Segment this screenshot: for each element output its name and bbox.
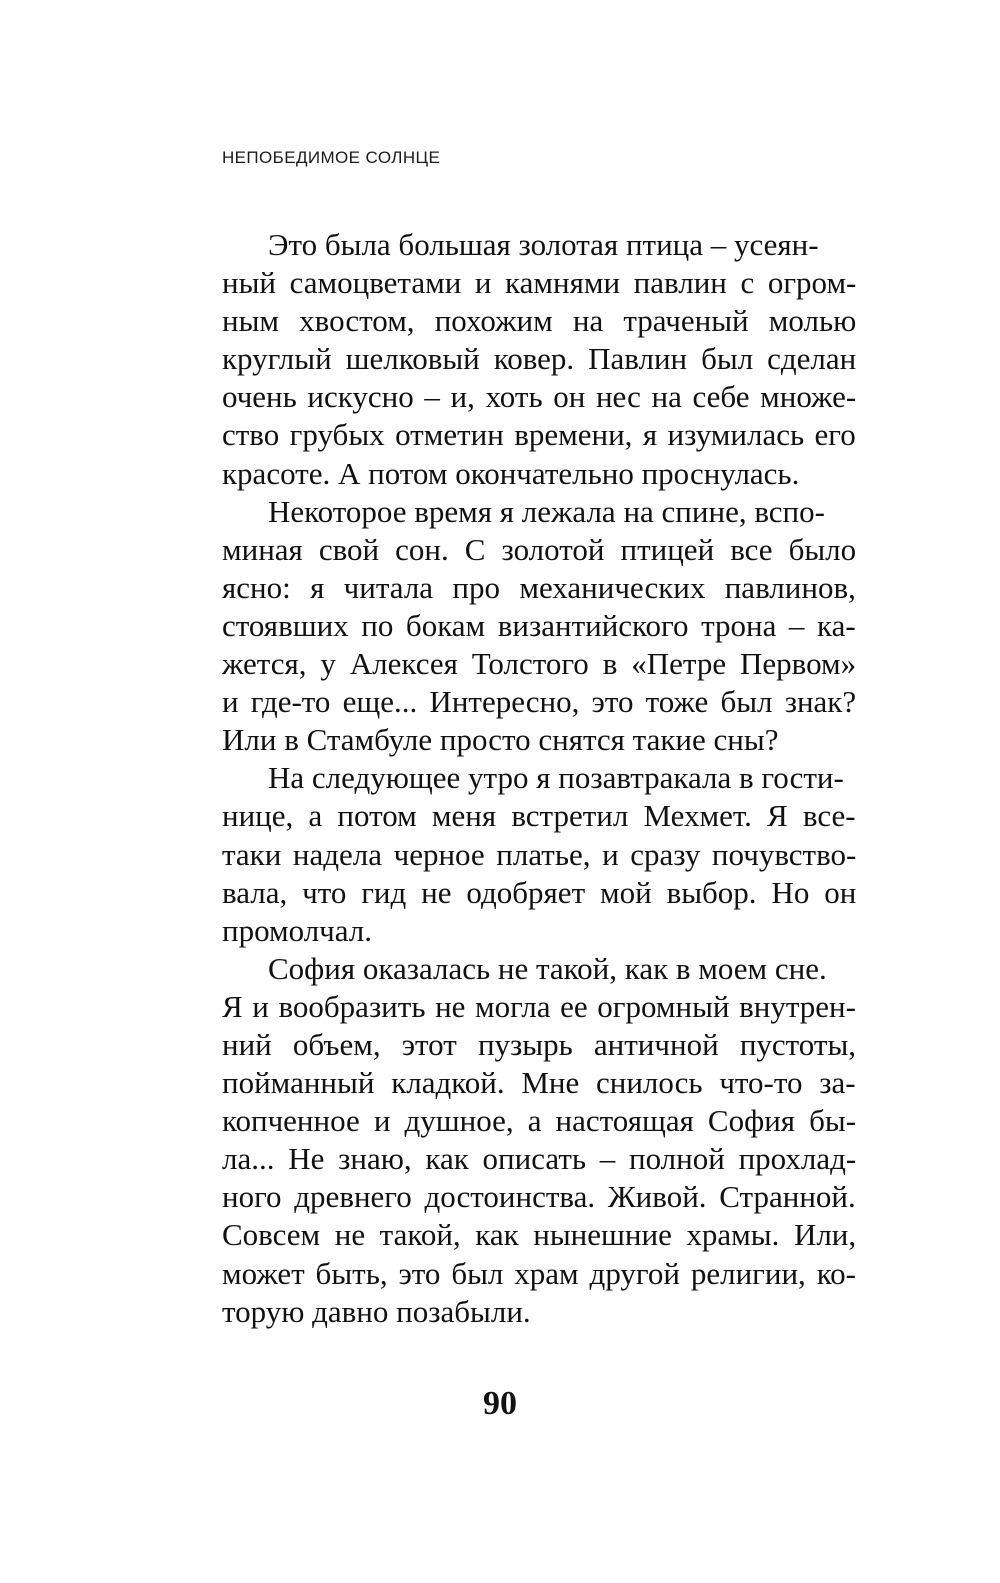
running-head: НЕПОБЕДИМОЕ СОЛНЦЕ [222,148,441,167]
paragraph [222,493,856,760]
text-line: таки надела черное платье, и сразу почувство- [222,836,857,872]
text-line: Я и вообразить не могла ее огромный внутрен- [222,988,856,1024]
text-line: ным хвостом, похожим на траченый молью [222,303,857,339]
text-line: промолчал. [222,912,373,948]
text-line: и где-то еще... Интересно, это тоже был знак? [222,684,857,720]
text-line: очень искусно – и, хоть он нес на себе множе- [222,379,857,415]
text-line: На следующее утро я позавтракала в гости- [268,760,844,796]
paragraph [222,226,856,493]
text-line: может быть, это был храм другой религии, ко- [222,1255,857,1291]
text-line: круглый шелковый ковер. Павлин был сделан [222,341,857,377]
text-line: ный самоцветами и камнями павлин с огром- [222,265,857,301]
text-line: ний объем, этот пузырь античной пустоты, [222,1026,857,1062]
text-line: София оказалась не такой, как в моем сне. [268,950,827,986]
text-line: Или в Стамбуле просто снятся такие сны? [222,722,779,758]
text-line: ла... Не знаю, как описать – полной прохлад- [222,1141,857,1177]
text-line: красоте. А потом окончательно проснулась. [222,455,800,491]
text-line: жется, у Алексея Толстого в «Петре Первом» [222,646,857,682]
page-number: 90 [483,1385,517,1422]
text-line: копченное и душное, а настоящая София бы- [222,1103,857,1139]
text-line: Некоторое время я лежала на спине, вспо- [268,493,825,529]
text-line: Совсем не такой, как нынешние храмы. Или, [222,1217,857,1253]
text-line: вала, что гид не одобряет мой выбор. Но он [222,874,857,910]
text-line: торую давно позабыли. [222,1293,531,1329]
text-line: пойманный кладкой. Мне снилось что-то за- [222,1065,856,1101]
text-line: ство грубых отметин времени, я изумилась его [222,417,856,453]
body-text [222,226,856,1331]
text-line: миная свой сон. С золотой птицей все было [222,531,857,567]
text-line: нице, а потом меня встретил Мехмет. Я все- [222,798,856,834]
paragraph [222,759,856,949]
paragraph [222,950,856,1331]
text-line: ного древнего достоинства. Живой. Странной. [222,1179,856,1215]
text-line: ясно: я читала про механических павлинов, [222,569,856,605]
text-line: стоявших по бокам византийского трона – ка- [222,607,856,643]
text-line: Это была большая золотая птица – усеян- [268,227,819,262]
